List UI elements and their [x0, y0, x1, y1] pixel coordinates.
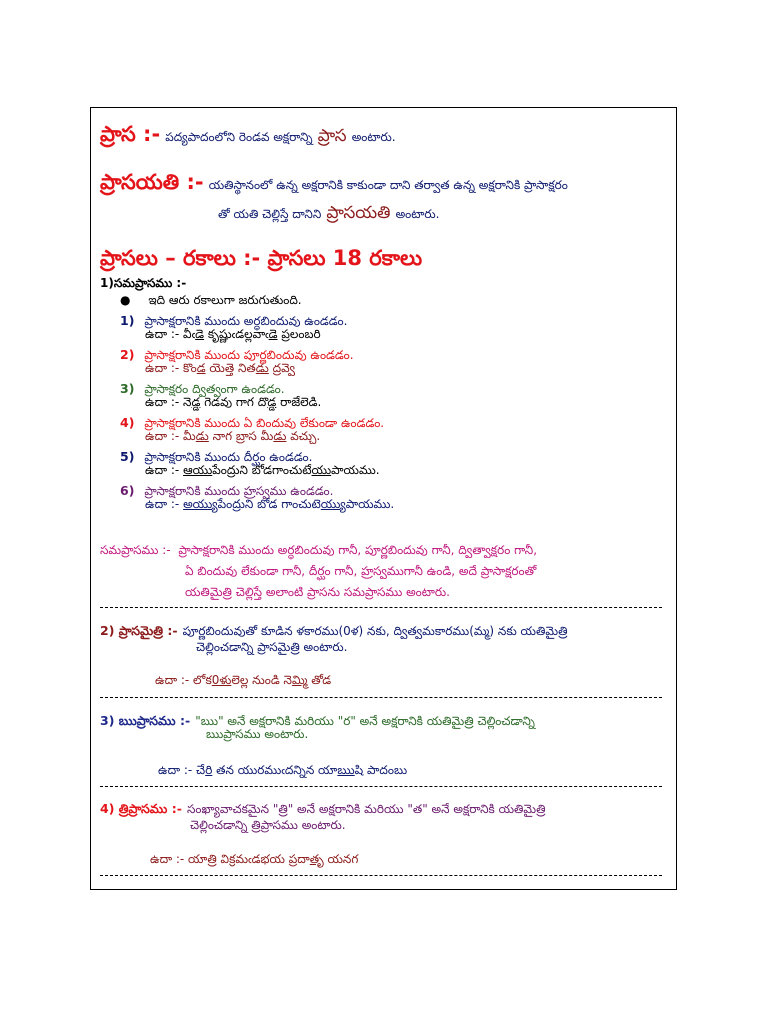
ex-text: షి పాదంబు — [354, 763, 408, 777]
ex-text: ఉదా :- వీ — [145, 327, 196, 341]
ex-underline: 0ళు — [211, 673, 232, 687]
ex-text: కృష్ణుఁడల్లవాఁ — [204, 327, 269, 341]
item-rule: ప్రాసాక్షరం ద్విత్వంగా ఉండడం. — [144, 382, 285, 396]
samaprasa-summary-line1 — [100, 543, 537, 560]
summary-line3: యతిమైత్రి చెల్లిస్తే అలాంటి ప్రాసను సమప్రాసము అంటారు. — [185, 585, 450, 599]
triprasa-line2: చెల్లించడాన్ని త్రిప్రాసము అంటారు. — [190, 818, 346, 832]
item-example — [145, 497, 394, 514]
item-example — [145, 429, 320, 446]
ex-text: ద్రవ్వె — [268, 361, 295, 375]
ex-underline: త్రి — [207, 852, 217, 866]
summary-line2: ఏ బిందువు లేకుండా గానీ, దీర్ఘం గానీ, హ్రస్వముగానీ ఉండి, అదే ప్రాసాక్షరంతో — [185, 564, 537, 578]
ex-text: లెల్ల నుండి నె — [231, 673, 292, 687]
prasayati-text-b: అంటారు. — [395, 207, 440, 221]
divider — [100, 875, 662, 876]
ex-text: ఉదా :- చే — [158, 763, 206, 777]
ex-underline: డ్డ — [191, 395, 201, 409]
samaprasa-bullet — [120, 293, 302, 310]
ex-text: ఉదా :- కొ — [145, 361, 197, 375]
prasayati-highlight: ప్రాసయతి — [326, 203, 391, 223]
prasayati-definition — [100, 170, 568, 200]
prasa-term: ప్రాస :- — [100, 122, 161, 146]
ex-underline: యు — [311, 463, 332, 477]
samaprasa-label: 1)సమప్రాసము :- — [100, 276, 187, 290]
bullet-dot: ● — [120, 293, 131, 307]
item-rule: ప్రాసాక్షరానికి ముందు పూర్ణబిందువు ఉండడం. — [144, 348, 354, 362]
item-rule: ప్రాసాక్షరానికి ముందు ఏ బిందువు లేకుండా ఉండడం. — [144, 416, 385, 430]
ex-underline: డె — [268, 327, 278, 341]
ex-text: తన యురముఁదన్నిన యా — [212, 763, 338, 777]
ex-underline: తృ — [309, 852, 324, 866]
ex-text: పాయము. — [331, 463, 380, 477]
ex-underline: డు — [273, 429, 287, 443]
prasamaitri-label: 2) ప్రాసమైత్రి :- — [100, 623, 178, 638]
ex-underline: ండ — [196, 361, 206, 375]
item-rule: ప్రాసాక్షరానికి ముందు దీర్ఘం ఉండడం. — [144, 450, 313, 464]
ex-text: యనగ — [323, 852, 359, 866]
prasa-highlight: ప్రాస — [317, 126, 347, 146]
item-number: 6) — [120, 483, 135, 498]
ex-text: యెత్తె నిత — [205, 361, 256, 375]
ruprasa-label: 3) ఋప్రాసము :- — [100, 713, 191, 728]
divider — [100, 786, 662, 787]
ex-text: గెడవు గాగ దొ — [200, 395, 268, 409]
triprasa-line1: సంఖ్యావాచకమైన "త్రి" అనే అక్షరానికి మరియు "త" అనే అక్షరానికి యతిమైత్రి — [187, 802, 546, 816]
triprasa-label: 4) త్రిప్రాసము :- — [100, 801, 182, 816]
prasalu-heading: ప్రాసలు – రకాలు :- ప్రాసలు 18 రకాలు — [100, 246, 423, 270]
divider — [100, 697, 662, 698]
item-number: 5) — [120, 449, 135, 464]
prasayati-term: ప్రాసయతి :- — [100, 170, 204, 194]
ex-text: నాగ బ్రాస మీ — [208, 429, 274, 443]
ex-underline: ఁడె — [195, 327, 205, 341]
ex-underline: డు — [255, 361, 269, 375]
prasayati-line1: యతిస్థానంలో ఉన్న అక్షరానికి కాకుండా దాని తర్వాత ఉన్న అక్షరానికి ప్రాసాక్షరం — [208, 178, 568, 192]
ruprasa-line2: ఋప్రాసము అంటారు. — [206, 727, 309, 741]
ex-text: ఉదా :- — [145, 497, 184, 511]
ex-text: వచ్చు. — [286, 429, 321, 443]
item-number: 2) — [120, 347, 135, 362]
prasayati-text-a: తో యతి చెల్లిస్తే దానిని — [218, 207, 322, 221]
ex-underline: రి — [205, 763, 213, 777]
item-rule: ప్రాసాక్షరానికి ముందు హ్రస్వము ఉండడం. — [144, 484, 334, 498]
ex-underline: డ్డ — [267, 395, 277, 409]
ex-text: ఉదా :- యా — [150, 852, 208, 866]
ex-text: ఉదా :- నె — [145, 395, 192, 409]
item-number: 4) — [120, 415, 135, 430]
item-number: 1) — [120, 313, 135, 328]
ex-underline: ఆయు — [183, 463, 213, 477]
ex-underline: డు — [195, 429, 209, 443]
prasayati-line2 — [218, 203, 439, 227]
prasamaitri-section — [100, 620, 567, 642]
item-example — [145, 463, 380, 480]
ex-underline: అయ్యు — [183, 497, 218, 511]
item-number: 3) — [120, 381, 135, 396]
triprasa-section — [100, 798, 546, 820]
item-example — [145, 327, 321, 344]
ex-underline: ఋ — [337, 763, 355, 777]
ex-underline: మ్మి — [291, 673, 308, 687]
ex-text: ఉదా :- మీ — [145, 429, 196, 443]
ex-text: పేంద్రుని బోడగాంచుటే — [212, 463, 312, 477]
ex-text: రాజేలెడి. — [276, 395, 322, 409]
prasamaitri-line2: చెల్లించడాన్ని ప్రాసమైత్రి అంటారు. — [196, 640, 348, 654]
ex-text: ప్రలంబరి — [277, 327, 321, 341]
item-rule: ప్రాసాక్షరానికి ముందు అర్ధబిందువు ఉండడం. — [144, 314, 348, 328]
item-example — [145, 361, 295, 378]
divider — [100, 607, 662, 608]
prasamaitri-example — [155, 673, 331, 690]
ex-text: ఉదా :- — [145, 463, 184, 477]
ex-text: పాయము. — [345, 497, 395, 511]
prasa-text-b: అంటారు. — [351, 130, 396, 144]
prasa-definition — [100, 122, 396, 152]
ruprasa-example — [158, 763, 407, 780]
ex-text: తోడ — [307, 673, 332, 687]
summary-label: సమప్రాసము :- — [100, 543, 171, 557]
ex-text: విక్రమఁడభయ ప్రదా — [216, 852, 310, 866]
ruprasa-section — [100, 710, 535, 732]
ex-text: పేంద్రుని బోడ గాంచుటె — [217, 497, 321, 511]
summary-line1: ప్రాసాక్షరానికి ముందు అర్ధబిందువు గానీ, పూర్ణబిందువు గానీ, ద్విత్వాక్షరం గానీ, — [178, 543, 538, 557]
triprasa-example — [150, 852, 358, 869]
bullet-text: ఇది ఆరు రకాలుగా జరుగుతుంది. — [148, 293, 302, 307]
ruprasa-line1: "ఋ" అనే అక్షరానికి మరియు "ర" అనే అక్షరానికి యతిమైత్రి చెల్లించడాన్ని — [195, 714, 535, 728]
item-example — [145, 395, 321, 412]
prasa-text-a: పద్యపాదంలోని రెండవ అక్షరాన్ని — [165, 130, 313, 144]
ex-underline: య్యు — [320, 497, 346, 511]
prasamaitri-line1: పూర్ణబిందువుతో కూడిన ళకారము(0ళ) నకు, ద్విత్వమకారము(మ్మ) నకు యతిమైత్రి — [182, 624, 568, 638]
ex-text: ఉదా :- లోక — [155, 673, 212, 687]
